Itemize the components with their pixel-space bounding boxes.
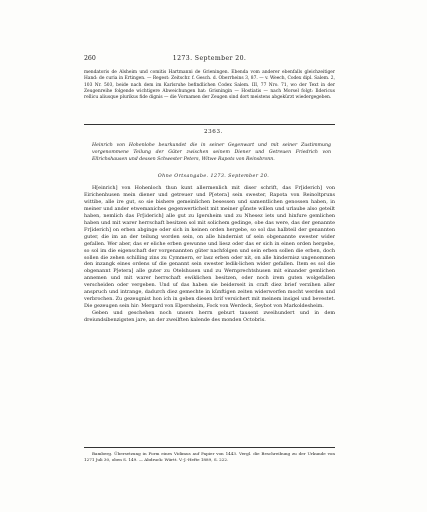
document-number: 2363. — [203, 129, 223, 135]
document-dating: Ohne Ortsangabe. 1273. September 20. — [157, 174, 270, 179]
page-header — [84, 55, 335, 65]
body-paragraph: H[einrich] von Hohenloch thun kunt allermenlich mit diser schrift, das Fr[iderich] von Eirichenhusen mein diener und getreuer und P[etera] sein swester, Rapota von Reinoltpruns wittibe, alle ire gut, so sie bishere gemeinlichen besessen und samentlichen genossen haben, in meiner und ander etwemaniches gegenwerticheit mit meiner gůnste willen und urlaube also geteilt haben, nemlich das Fr[iderich] alle gut zu Igersheim und zu Nhesez iets und hinfure gemlichen haben und mit warer herrschaft besitzen sol mit solichem gedinge, obe das were, das der genannte Fr[iderich] on erben abginge oder sich in keinen orden hergebe, so sol das halbteil der genannten guter, die im an der teilung worden sein, on alle hindernist uf sein obgenannte swester wider gefallen. Wer aber, das er eliche erben gewunne und liesz oder das er sich in einen orden hergebe, so sol im die eigenschaft der vorgenannten güter nachfolgen und sein erben sollen die erben, doch sollen die zehen schilling zins zu Cymmern, er lasz erben oder nit, on alle hindernisz ungenommen den inzangk eines ordens uf die genannt sein swester ledik-lichen wider gefallen. Item es sol die obgenannt P[etera] alle guter zu Otelshusen und zu Wernprechtshusen mit einander gemlichen annemen und mit warer herrschaft ewiklichen besitzen, oder noch irem guten wolgefallen verscheiden oder vergeben. Und uf das haben sie beiderseit in craft diez brief verzihen aller anspruch und intrange, dadurch diez gemechte in künftigen zeiten widerworfen mocht werden und verbrochen. Zu gezeugnist hon ich in geben diesen brif versichert mit meinem insigel und bevestet. Die gezeugen sein hir: Mergard von Elpersheim, Fock von Werdeck, Seybot von Markoldesheim. — [84, 185, 335, 310]
footnote-divider — [84, 447, 335, 448]
previous-document-apparatus — [84, 70, 335, 101]
running-title: 1273. September 20. — [172, 55, 247, 62]
section-divider — [84, 124, 335, 125]
document-footnote — [84, 451, 335, 463]
page-number: 260 — [84, 55, 96, 62]
body-paragraph: Geben und geschehen noch unsers herrn geburt tausent zweihundert und in dem dreiundsibenzigsten jare, an der zweilften kalende des monden Octobris. — [84, 310, 335, 324]
document-regest — [92, 142, 331, 163]
document-body — [84, 185, 335, 324]
regest-text: Heinrich von Hohenlohe beurkundet die in seiner Gegenwart und mit seiner Zustimmung vorgenommene Teilung der Güter zwischen seinem Diener und Getreuen Friedrich von Ellrichshausen und dessen Schwester Peters, Witwe Rapots von Reinsbronn. — [92, 143, 331, 162]
footnote-text: Bamberg. Übersetzung in Form eines Vidimus auf Papier von 1443. Vergl. die Beschreibung zu der Urkunde von 1271 Juli 30, oben S. 149. — Abdruck: Württ. V.-J.-Hefte 1889, S. 222. — [84, 451, 335, 462]
apparatus-text: mendatoris de Alsheim und comitis Hartmanni de Grieningen. Ebenda vom anderer ebenfalls gleichzeitiger Hand: de curia in Ertingen. — Regest: Zeitschr. f. Gesch. d. Oberrheins 3, 87. — v. Weech, Codex dipl. Salem. 2, 103 Nr. 503, beide nach dem im Karlsruhe befindlichen Codex Salem. III, 77 Nro. 71, wo der Text in der Zeugenreihe folgende wichtigere Abweichungen hat: Grisningin — Hostiatis — nach Morsel folgt: Ildericus rellicu aliusque plurikus fide dignis — die Vornamen der Zeugen sind dort meistens abgekürzt wiedergegeben. — [84, 70, 335, 101]
